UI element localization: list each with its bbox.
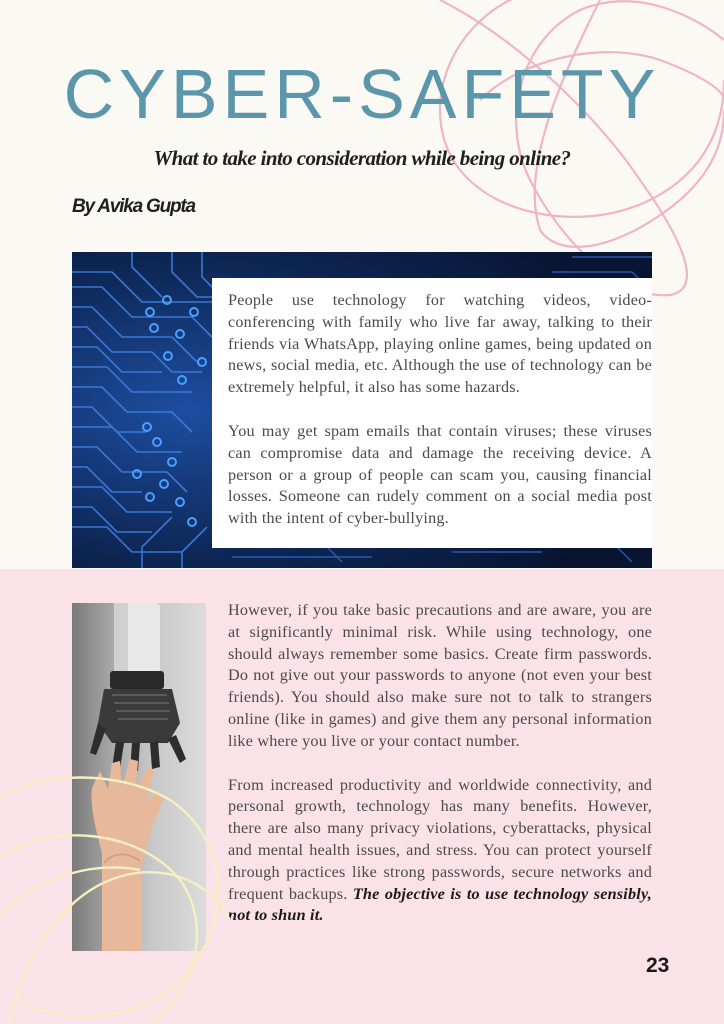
safety-paragraph-1: However, if you take basic precautions and are aware, you are at significantly minimal risk. While using technology, one should always remember some basics. Create firm passwords. Do not give out your passwords to anyone (not even your best friends). You should also make sure not to talk to strangers online (like in games) and give them any personal information like where you live or your contact number.: [228, 601, 652, 750]
safety-paragraph-2-text: From increased productivity and worldwide connectivity, and personal growth, technology has many benefits. However, there are also many privacy violations, cyberattacks, physical and mental health issues, and stress. You can protect yourself through practices like strong passwords, secure networks and frequent backups.: [228, 775, 652, 903]
page-number: 23: [646, 954, 670, 977]
safety-paragraph-2: [228, 775, 652, 928]
subtitle: What to take into consideration while being online?: [153, 146, 571, 170]
intro-paragraph-1: People use technology for watching videos, video-conferencing with family who live far away, talking to their friends via WhatsApp, playing online games, being updated on news, social media, etc. Although the use of technology can be extremely helpful, it also has some hazards.: [228, 291, 652, 397]
author-byline: By Avika Gupta: [72, 196, 195, 217]
safety-text-box: [228, 600, 652, 927]
intro-text-box: [212, 278, 652, 548]
intro-paragraph-2: You may get spam emails that contain viruses; these viruses can compromise data and damage the receiving device. A person or a group of people can scam you, causing financial losses. Someone can rudely comment on a social media post with the intent of cyber-bullying.: [228, 421, 652, 528]
closing-statement: The objective is to use technology sensibly, not to shun it.: [228, 884, 652, 925]
robot-hand-photo: [72, 603, 206, 951]
page-title: CYBER-SAFETY: [63, 55, 661, 133]
